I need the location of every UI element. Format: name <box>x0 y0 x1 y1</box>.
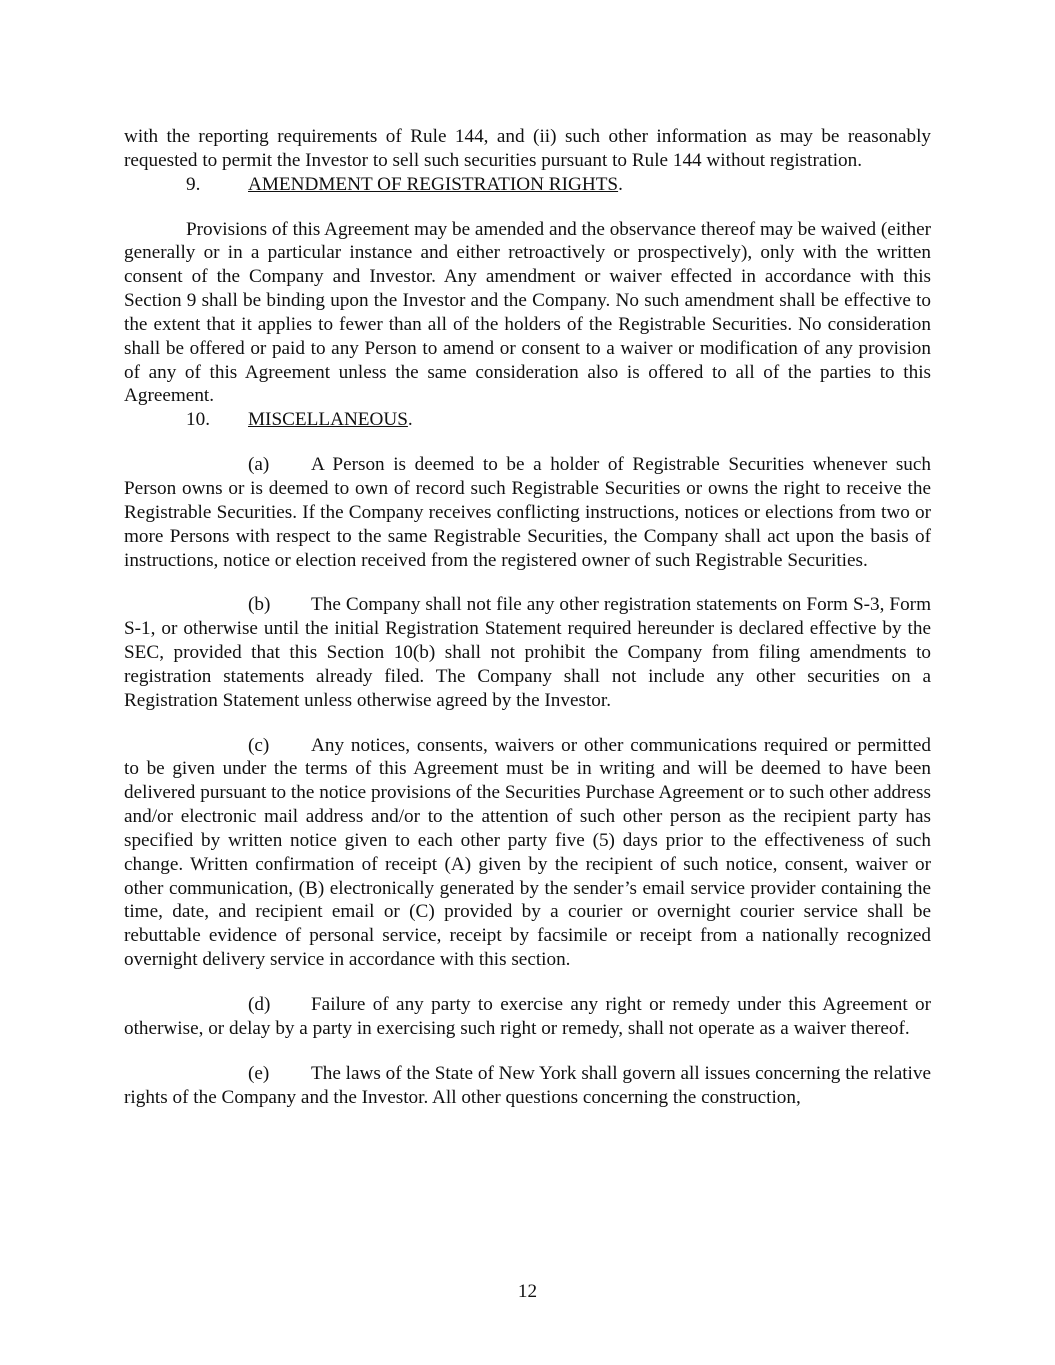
section-10-item-e <box>124 1062 931 1110</box>
item-text: A Person is deemed to be a holder of Registrable Securities whenever such Person owns or is deemed to own of record such Registrable Securities or owns the right to receive the Registrable Securities. If the Company receives conflicting instructions, notices or elections from two or more Persons with respect to the same Registrable Securities, the Company shall act upon the basis of instructions, notice or election received from the registered owner of such Registrable Securities. <box>124 454 931 571</box>
item-label: (a) <box>248 454 270 476</box>
section-9-body: Provisions of this Agreement may be amended and the observance thereof may be waived (either generally or in a particular instance and either retroactively or prospectively), only with the written consent of the Company and Investor. Any amendment or waiver effected in accordance with this Section 9 shall be binding upon the Investor and the Company. No such amendment shall be effective to the extent that it applies to fewer than all of the holders of the Registrable Securities. No consideration shall be offered or paid to any Person to amend or consent to a waiver or modification of any provision of any of this Agreement unless the same consideration also is offered to all of the parties to this Agreement. <box>124 218 931 407</box>
item-text: The laws of the State of New York shall govern all issues concerning the relative rights of the Company and the Investor. All other questions concerning the construction, <box>124 1062 931 1108</box>
section-9-punct: . <box>618 173 623 195</box>
item-text: Failure of any party to exercise any right or remedy under this Agreement or otherwise, or delay by a party in exercising such right or remedy, shall not operate as a waiver thereof. <box>124 994 931 1039</box>
section-9-heading <box>124 173 931 197</box>
item-label: (c) <box>248 734 270 756</box>
section-10-item-a <box>124 453 931 572</box>
section-10-item-c <box>124 734 931 972</box>
item-label: (e) <box>248 1062 270 1084</box>
page-number: 12 <box>517 1281 538 1302</box>
section-9-title: AMENDMENT OF REGISTRATION RIGHTS <box>248 173 619 195</box>
section-9-number: 9. <box>186 173 201 195</box>
item-label: (d) <box>248 994 271 1015</box>
section-10-number: 10. <box>186 409 210 431</box>
intro-paragraph: with the reporting requirements of Rule 144, and (ii) such other information as may be reasonably requested to permit the Investor to sell such securities pursuant to Rule 144 without registration. <box>124 126 931 171</box>
section-10-title: MISCELLANEOUS <box>248 409 408 431</box>
section-10-heading <box>124 408 931 432</box>
section-10-item-d <box>124 993 931 1041</box>
item-text: Any notices, consents, waivers or other communications required or permitted to be given under the terms of this Agreement must be in writing and will be deemed to have been delivered pursuant to the notice provisions of the Securities Purchase Agreement or to such other address and/or electronic mail address and/or to the attention of such other person as the recipient party has specified by written notice given to each other party five (5) days prior to the effectiveness of such change. Written confirmation of receipt (A) given by the recipient of such notice, consent, waiver or other communication, (B) electronically generated by the sender’s email service provider containing the time, date, and recipient email or (C) provided by a courier or overnight courier service shall be rebuttable evidence of personal service, receipt by facsimile or receipt from a nationally recognized overnight delivery service in accordance with this section. <box>124 734 931 971</box>
item-label: (b) <box>248 594 271 616</box>
item-text: The Company shall not file any other registration statements on Form S-3, Form S-1, or otherwise until the initial Registration Statement required hereunder is declared effective by the SEC, provided that this Section 10(b) shall not prohibit the Company from filing amendments to registration statements already filed. The Company shall not include any other securities on a Registration Statement unless otherwise agreed by the Investor. <box>124 594 931 711</box>
document-page <box>124 125 931 1109</box>
section-10-punct: . <box>407 409 413 431</box>
section-10-item-b <box>124 593 931 712</box>
